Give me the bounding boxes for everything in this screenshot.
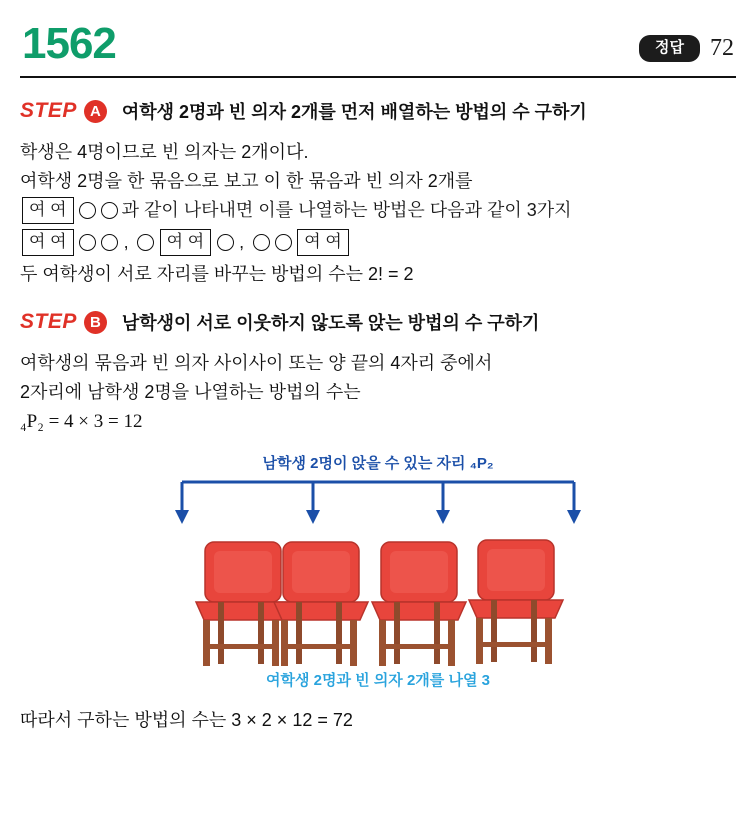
answer-value: 72	[710, 35, 734, 61]
step-b-formula: ₄P₂ = 4 × 3 = 12	[20, 411, 143, 433]
step-a-badge: A	[84, 100, 107, 123]
step-b-header	[20, 309, 756, 335]
empty-chair-circle	[217, 234, 234, 251]
answer-group	[639, 35, 734, 66]
box-pair-4: 여 여	[297, 229, 349, 256]
step-b-line-1: 여학생의 묶음과 빈 의자 사이사이 또는 양 끝의 4자리 중에서	[20, 353, 493, 374]
step-a-line-1: 학생은 4명이므로 빈 의자는 2개이다.	[20, 142, 309, 162]
problem-number: 1562	[22, 19, 116, 68]
answer-badge: 정답	[639, 35, 700, 61]
empty-chair-circle	[101, 202, 118, 219]
empty-chair-circle	[253, 234, 270, 251]
empty-chair-circle	[101, 234, 118, 251]
figure-caption-top: 남학생 2명이 앉을 수 있는 자리 ₄P₂	[262, 455, 494, 473]
chair-diagram-svg	[0, 452, 756, 692]
chair-figure	[0, 452, 756, 692]
arrow-bracket	[182, 482, 574, 512]
step-a-pattern-line	[20, 196, 736, 225]
step-b-word: STEP	[20, 310, 77, 334]
chair-2	[274, 542, 368, 666]
box-pair-3: 여 여	[160, 229, 212, 256]
empty-chair-circle	[275, 234, 292, 251]
chair-4	[469, 540, 563, 664]
header-divider	[20, 76, 736, 78]
box-pair-2: 여 여	[22, 229, 74, 256]
step-a-word: STEP	[20, 99, 77, 122]
arrangement-separator: ,	[123, 232, 129, 253]
figure-caption-bottom: 여학생 2명과 빈 의자 2개를 나열 3	[266, 672, 490, 690]
step-a-pattern-text: 과 같이 나타내면 이를 나열하는 방법은 다음과 같이 3가지	[121, 200, 572, 221]
step-a-header	[20, 98, 756, 124]
box-pair-1: 여 여	[22, 197, 74, 224]
conclusion-line: 따라서 구하는 방법의 수는 3 × 2 × 12 = 72	[20, 710, 353, 731]
chair-3	[372, 542, 466, 666]
empty-chair-circle	[79, 234, 96, 251]
step-a-line-2: 여학생 2명을 한 묶음으로 보고 이 한 묶음과 빈 의자 2개를	[20, 171, 473, 192]
page-header	[0, 0, 756, 66]
step-a-arrangements	[20, 228, 736, 257]
empty-chair-circle	[79, 202, 96, 219]
step-b-badge: B	[84, 311, 107, 334]
step-a-title: 여학생 2명과 빈 의자 2개를 먼저 배열하는 방법의 수 구하기	[121, 102, 587, 122]
step-a-swap-line: 두 여학생이 서로 자리를 바꾸는 방법의 수는 2! = 2	[20, 263, 414, 284]
arrow-heads	[175, 510, 581, 524]
arrangement-separator: ,	[239, 232, 245, 253]
step-b-line-2: 2자리에 남학생 2명을 나열하는 방법의 수는	[20, 382, 361, 403]
step-b-title: 남학생이 서로 이웃하지 않도록 앉는 방법의 수 구하기	[121, 313, 540, 334]
empty-chair-circle	[137, 234, 154, 251]
